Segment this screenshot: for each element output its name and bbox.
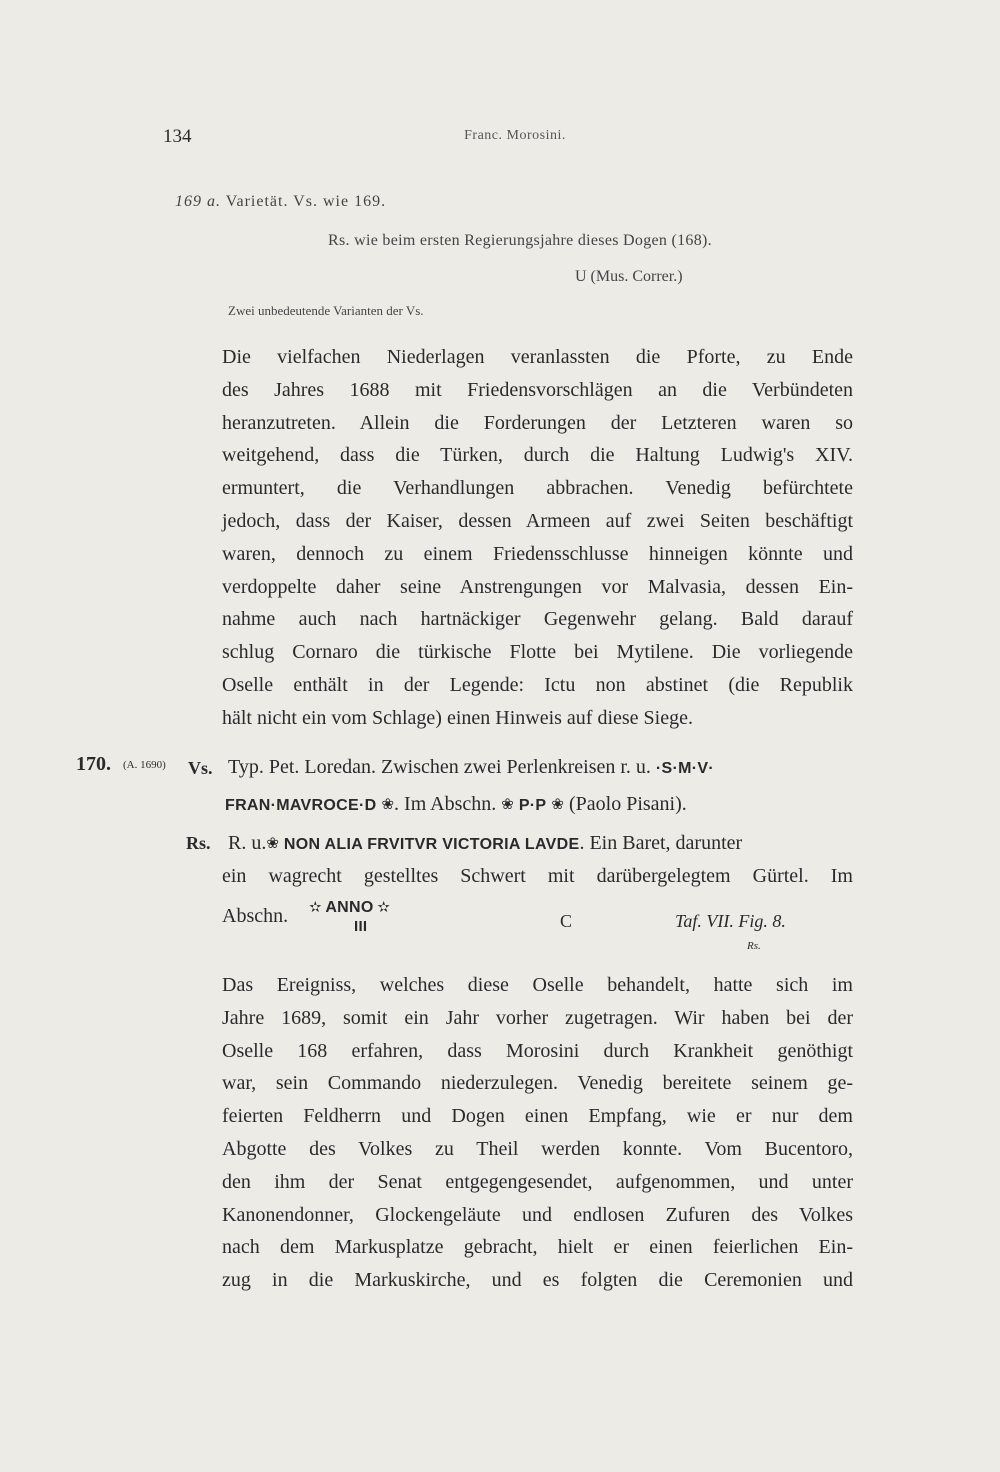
obverse-line-1 bbox=[228, 756, 714, 779]
running-title: Franc. Morosini. bbox=[464, 128, 566, 143]
paragraph-line: Oselle 168 erfahren, dass Morosini durch Krankheit genöthigt bbox=[222, 1039, 853, 1062]
reverse-legend: NON ALIA FRVITVR VICTORIA LAVDE bbox=[283, 836, 580, 853]
obverse-legend-a: ·S·M·V· bbox=[655, 760, 715, 777]
entry-170-number: 170. bbox=[76, 753, 111, 775]
entry-169a-reverse: Rs. wie beim ersten Regierungsjahre dieses Dogen (168). bbox=[328, 232, 712, 249]
paragraph-line: Das Ereigniss, welches diese Oselle behandelt, hatte sich im bbox=[222, 974, 853, 996]
paragraph-line: hält nicht ein vom Schlage) einen Hinweis auf diese Siege. bbox=[222, 706, 693, 729]
rose-icon: ❀ bbox=[551, 797, 564, 813]
paragraph-line: Jahre 1689, somit ein Jahr vorher zugetragen. Wir haben bei der bbox=[222, 1006, 853, 1029]
paragraph-line: heranzutreten. Allein die Forderungen der Letzteren waren so bbox=[222, 411, 853, 434]
plate-reference: Taf. VII. Fig. 8. bbox=[675, 911, 786, 931]
rarity-grade: C bbox=[560, 911, 573, 931]
paragraph-line: verdoppelte daher seine Anstrengungen vor Malvasia, dessen Ein- bbox=[222, 575, 853, 598]
paragraph-line: feierten Feldherrn und Dogen einen Empfang, wie er nur dem bbox=[222, 1105, 853, 1128]
paragraph-line: schlug Cornaro die türkische Flotte bei Mytilene. Die vorliegende bbox=[222, 641, 853, 664]
reverse-label: Rs. bbox=[186, 833, 211, 853]
exergue-label: Abschn. bbox=[222, 905, 289, 927]
entry-169a-number: 169 a. bbox=[175, 193, 221, 210]
paragraph-line: zug in die Markuskirche, und es folgten die Ceremonien und bbox=[222, 1269, 853, 1292]
paragraph-line: nahme auch nach hartnäckiger Gegenwehr gelang. Bald darauf bbox=[222, 608, 853, 631]
paragraph-line: Oselle enthält in der Legende: Ictu non abstinet (die Republik bbox=[222, 673, 853, 696]
obverse-text: Typ. Pet. Loredan. Zwischen zwei Perlenkreisen r. u. bbox=[228, 756, 651, 778]
reverse-line-2: ein wagrecht gestelltes Schwert mit darübergelegtem Gürtel. Im bbox=[222, 865, 853, 887]
obverse-label: Vs. bbox=[188, 758, 213, 778]
star-icon: ✫ bbox=[309, 900, 322, 916]
entry-169a-location: U (Mus. Correr.) bbox=[575, 268, 683, 285]
reverse-text: . Ein Baret, darunter bbox=[579, 832, 743, 854]
obverse-text-2: . Im Abschn. bbox=[394, 793, 497, 815]
paragraph-line: waren, dennoch zu einem Friedensschlusse hinneigen könnte und bbox=[222, 542, 853, 565]
paragraph-line: weitgehend, dass die Türken, durch die Haltung Ludwig's XIV. bbox=[222, 444, 853, 467]
obverse-legend-b: FRAN·MAVROCE·D bbox=[225, 797, 377, 814]
reverse-line-1 bbox=[228, 832, 742, 855]
anno-number: III bbox=[354, 918, 368, 935]
entry-169a bbox=[175, 193, 386, 211]
paragraph-line: Kanonendonner, Glockengeläute und endlosen Zufuren des Volkes bbox=[222, 1203, 853, 1226]
rose-icon: ❀ bbox=[381, 797, 395, 813]
paragraph-line: ermuntert, die Verhandlungen abbrachen. Venedig befürchtete bbox=[222, 477, 853, 500]
page-number: 134 bbox=[163, 126, 192, 147]
paragraph-line: war, sein Commando niederzulegen. Venedig bereitete seinem ge- bbox=[222, 1072, 853, 1095]
entry-170-date: (A. 1690) bbox=[123, 759, 166, 771]
entry-169a-text: Varietät. Vs. wie 169. bbox=[225, 193, 387, 210]
exergue-anno bbox=[309, 898, 390, 917]
paragraph-2 bbox=[222, 969, 853, 1297]
paragraph-line: Abgotte des Volkes zu Theil werden konnte. Vom Bucentoro, bbox=[222, 1137, 853, 1160]
paragraph-line: des Jahres 1688 mit Friedensvorschlägen an die Verbündeten bbox=[222, 378, 853, 401]
entry-169a-note: Zwei unbedeutende Varianten der Vs. bbox=[228, 303, 424, 318]
obverse-text-3: (Paolo Pisani). bbox=[568, 793, 687, 815]
reverse-prefix: R. u. bbox=[228, 832, 267, 854]
rose-icon: ❀ bbox=[266, 836, 279, 852]
paragraph-line: nach dem Markusplatze gebracht, hielt er einen feierlichen Ein- bbox=[222, 1236, 853, 1259]
obverse-legend-c: P·P bbox=[518, 797, 547, 814]
paragraph-line: jedoch, dass der Kaiser, dessen Armeen auf zwei Seiten beschäftigt bbox=[222, 509, 853, 532]
star-icon: ✫ bbox=[377, 900, 390, 916]
paragraph-1 bbox=[222, 341, 853, 735]
anno-text: ANNO bbox=[325, 899, 374, 916]
rose-icon: ❀ bbox=[501, 797, 514, 813]
paragraph-line: den ihm der Senat entgegengesendet, aufgenommen, und unter bbox=[222, 1170, 853, 1193]
obverse-line-2 bbox=[225, 793, 687, 816]
plate-reference-side: Rs. bbox=[747, 940, 761, 952]
paragraph-line: Die vielfachen Niederlagen veranlassten die Pforte, zu Ende bbox=[222, 346, 853, 368]
